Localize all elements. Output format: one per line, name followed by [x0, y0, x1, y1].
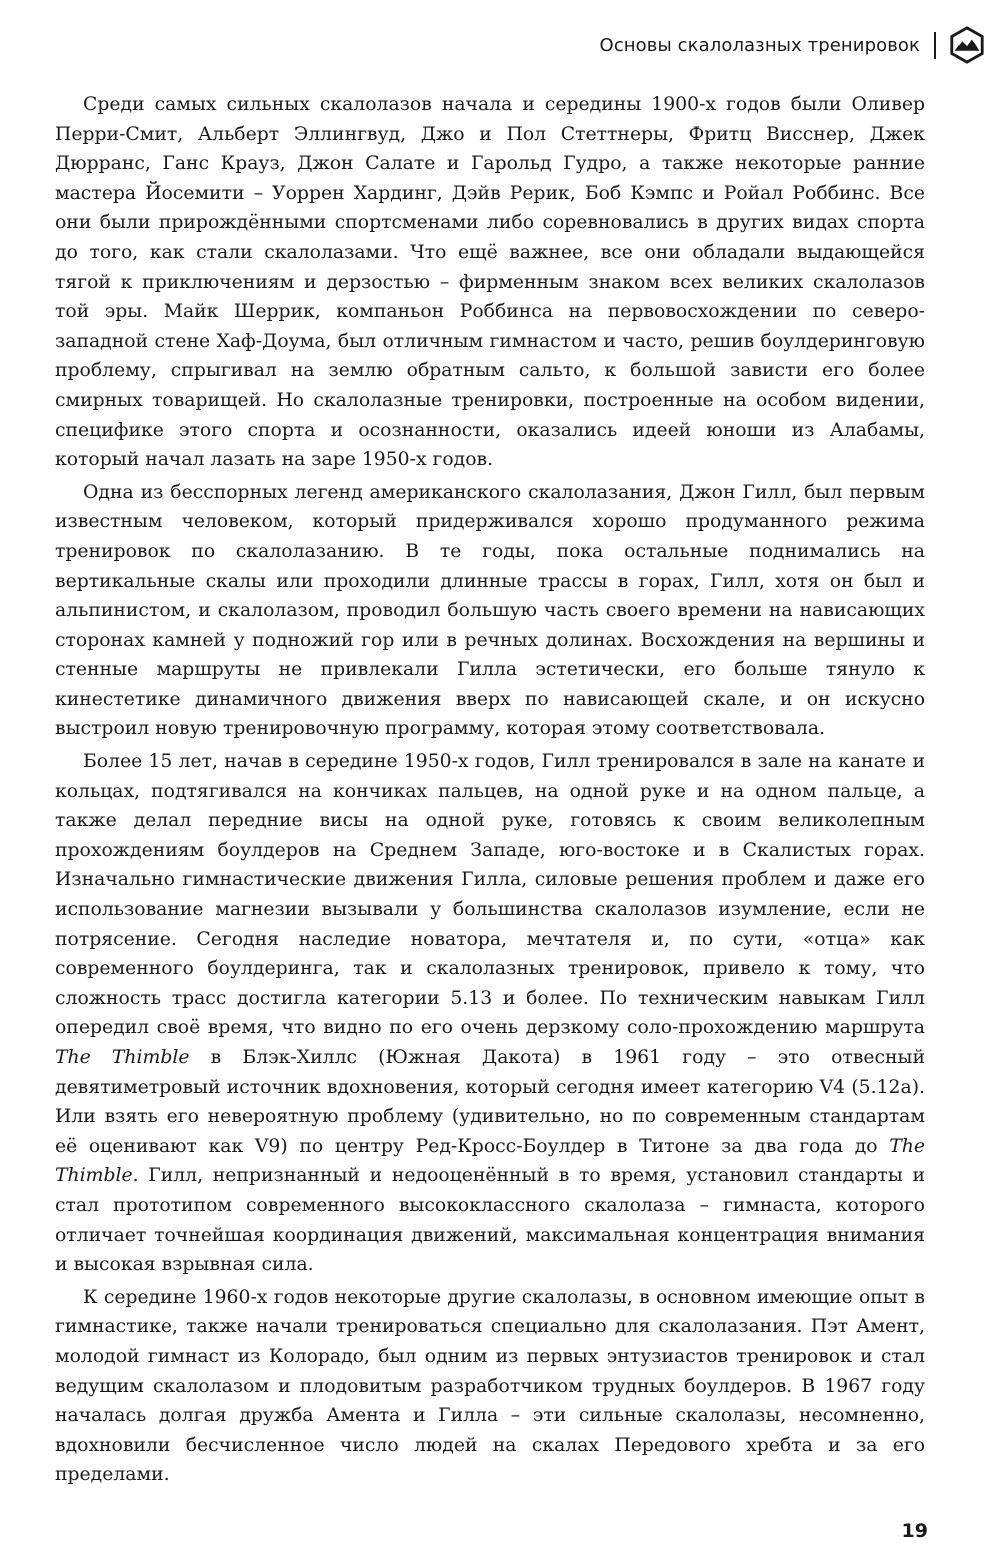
- paragraph-3-part-a: Более 15 лет, начав в середине 1950-х годов, Гилл тренировался в зале на канате и кольцах, подтягивался на кончиках пальцев, на одной руке и на одном пальце, а также делал передние висы на одной руке, готовясь к своим великолепным прохождениям боулдеров на Среднем Западе, юго-востоке и в Скалистых горах. Изначально гимнастические движения Гилла, силовые решения проблем и даже его использование магнезии вызывали у большинства скалолазов изумление, если не потрясение. Сегодня наследие новатора, мечтателя и, по сути, «отца» как современного боулдеринга, так и скалолазных тренировок, привело к тому, что сложность трасс достигла категории 5.13 и более. По техническим навыкам Гилл опередил своё время, что видно по его очень дерзкому соло-прохождению маршрута: [55, 751, 925, 1039]
- paragraph-3-part-b: в Блэк-Хиллс (Южная Дакота) в 1961 году – это отвесный девятиметровый источник вдохновения, который сегодня имеет категорию V4 (5.12a). Или взять его невероятную проблему (удивительно, но по современным стандартам её оценивают как V9) по центру Ред-Кросс-Боулдер в Титоне за два года до: [55, 1047, 926, 1157]
- running-head: [600, 28, 986, 62]
- paragraph-4: К середине 1960-х годов некоторые другие скалолазы, в основном имеющие опыт в гимнастике, также начали тренироваться специально для скалолазания. Пэт Амент, молодой гимнаст из Колорадо, был одним из первых энтузиастов тренировок и стал ведущим скалолазом и плодовитым разработчиком трудных боулдеров. В 1967 году началась долгая дружба Амента и Гилла – эти сильные скалолазы, несомненно, вдохновили бесчисленное число людей на скалах Передового хребта и за его пределами.: [55, 1286, 925, 1486]
- paragraph-1: Среди самых сильных скалолазов начала и середины 1900-х годов были Оливер Перри-Смит, Альберт Эллингвуд, Джо и Пол Стеттнеры, Фритц Висснер, Джек Дюрранс, Ганс Крауз, Джон Салате и Гарольд Гудро, а также некоторые ранние мастера Йосемити – Уоррен Хардинг, Дэйв Рерик, Боб Кэмпс и Ройал Роббинс. Все они были прирождёнными спортсменами либо соревновались в других видах спорта до того, как стали скалолазами. Что ещё важнее, все они обладали выдающейся тягой к приключениям и дерзостью – фирменным знаком всех великих скалолазов той эры. Майк Шеррик, компаньон Роббинса на первовосхождении по северо-западной стене Хаф-Доума, был отличным гимнастом и часто, решив боулдеринговую проблему, спрыгивал на землю обратным сальто, к большой зависти его более смирных товарищей. Но скалолазные тренировки, построенные на особом видении, специфике этого спорта и осознанности, оказались идеей юноши из Алабамы, который начал лазать на заре 1950-х годов.: [55, 94, 925, 471]
- running-head-divider: [934, 32, 936, 59]
- paragraph-3: [55, 747, 925, 1280]
- paragraph-2: Одна из бесспорных легенд американского скалолазания, Джон Гилл, был первым известным человеком, который придерживался хорошо продуманного режима тренировок по скалолазанию. В те годы, пока остальные поднимались на вертикальные скалы или проходили длинные трассы в горах, Гилл, хотя он был и альпинистом, и скалолазом, проводил большую часть своего времени на нависающих сторонах камней у подножий гор или в речных долинах. Восхождения на вершины и стенные маршруты не привлекали Гилла эстетически, его больше тянуло к кинестетике динамичного движения вверх по нависающей скале, и он искусно выстроил новую тренировочную программу, которая этому соответствовала.: [55, 481, 925, 740]
- running-head-title: Основы скалолазных тренировок: [599, 34, 920, 56]
- mountain-hexagon-icon: [948, 26, 986, 64]
- page-number: 19: [901, 1520, 928, 1542]
- route-title-the-thimble-2: The Thimble: [55, 1135, 925, 1187]
- paragraph-3-part-c: . Гилл, непризнанный и недооценённый в то время, установил стандарты и стал прототипом современного высококлассного скалолаза – гимнаста, которого отличает точнейшая координация движений, максимальная концентрация внимания и высокая взрывная сила.: [55, 1165, 925, 1276]
- route-title-the-thimble: The Thimble: [55, 1047, 190, 1068]
- body-text: [55, 90, 925, 1493]
